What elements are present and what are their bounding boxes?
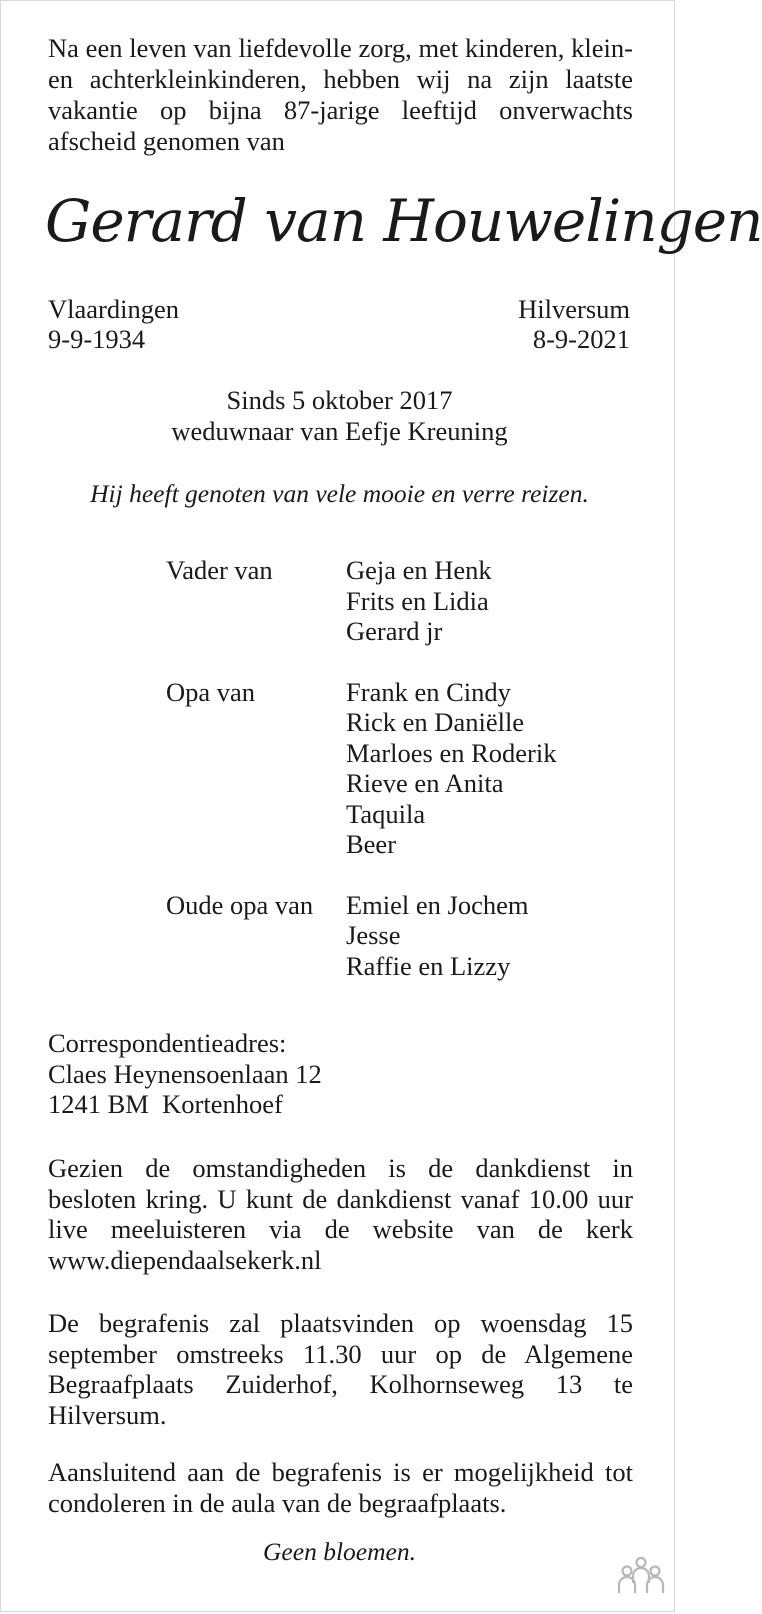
family-member: Beer xyxy=(346,829,397,859)
death-date: 8-9-2021 xyxy=(532,324,630,354)
condolence-paragraph: Aansluitend aan de begrafenis is er mogelijkheid tot condoleren in de aula van de begraafplaats. xyxy=(48,1457,633,1518)
family-names xyxy=(346,890,529,982)
family-member: Geja en Henk xyxy=(346,555,492,585)
family-member: Raffie en Lizzy xyxy=(346,950,511,981)
family-people-icon xyxy=(617,1556,665,1596)
family-member: Emiel en Jochem xyxy=(346,889,529,920)
death-info xyxy=(518,294,630,354)
family-group xyxy=(166,677,556,860)
birth-place: Vlaardingen xyxy=(48,294,179,324)
widower-line-1: Sinds 5 oktober 2017 xyxy=(226,385,453,415)
correspondence-address xyxy=(48,1028,322,1120)
family-member: Frits en Lidia xyxy=(346,585,489,616)
address-city: 1241 BM Kortenhoef xyxy=(48,1089,283,1119)
family-member: Taquila xyxy=(346,798,426,829)
intro-text: Na een leven van liefdevolle zorg, met kinderen, klein- en achterkleinkinderen, hebben wij na zijn laatste vakantie op bijna 87-jarige leeftijd onverwachts afscheid genomen van xyxy=(48,33,633,156)
family-member: Frank en Cindy xyxy=(346,676,511,707)
motto: Hij heeft genoten van vele mooie en verre reizen. xyxy=(90,479,589,508)
family-member: Jesse xyxy=(346,920,401,950)
birth-date: 9-9-1934 xyxy=(48,324,146,354)
address-label: Correspondentieadres: xyxy=(48,1028,287,1058)
address-street: Claes Heynensoenlaan 12 xyxy=(48,1058,322,1089)
family-member: Gerard jr xyxy=(346,616,443,646)
family-names xyxy=(346,555,492,647)
service-paragraph: Gezien de omstandigheden is de dankdienst in besloten kring. U kunt de dankdienst vanaf 10.00 uur live meeluisteren via de website van de kerk www.diependaalsekerk.nl xyxy=(48,1153,633,1275)
widower-line-2: weduwnaar van Eefje Kreuning xyxy=(171,416,508,446)
deceased-name: Gerard van Houwelingen xyxy=(45,187,762,255)
widower-notice xyxy=(1,385,678,447)
family-member: Marloes en Roderik xyxy=(346,737,557,768)
family-group-label: Vader van xyxy=(166,555,273,585)
family-member: Rick en Daniëlle xyxy=(346,707,525,737)
family-list xyxy=(166,555,556,1011)
closing-note: Geen bloemen. xyxy=(263,1537,416,1566)
family-member: Rieve en Anita xyxy=(346,768,504,798)
family-group-label: Opa van xyxy=(166,676,256,707)
family-names xyxy=(346,677,556,860)
funeral-paragraph: De begrafenis zal plaatsvinden op woensdag 15 september omstreeks 11.30 uur op de Algemene Begraafplaats Zuiderhof, Kolhornseweg 13 te Hilversum. xyxy=(48,1308,633,1430)
family-group xyxy=(166,890,556,982)
family-group xyxy=(166,555,556,647)
family-group-label: Oude opa van xyxy=(166,889,314,920)
birth-info xyxy=(48,294,179,354)
death-place: Hilversum xyxy=(518,294,630,324)
